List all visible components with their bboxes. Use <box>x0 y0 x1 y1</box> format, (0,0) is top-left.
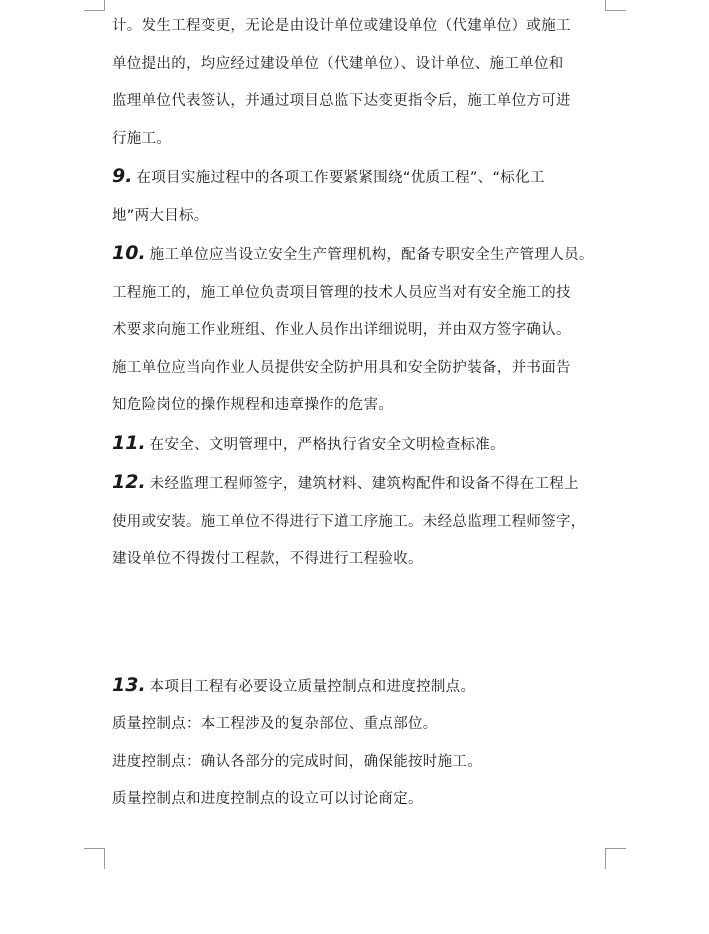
item-text: 本项目工程有必要设立质量控制点和进度控制点。 <box>149 678 476 695</box>
crop-mark-top-left <box>84 0 105 11</box>
item-number: 10. <box>112 242 146 264</box>
document-body <box>112 16 608 827</box>
paragraph-line: 地”两大目标。 <box>112 207 209 224</box>
item-number: 12. <box>112 471 146 493</box>
blank-space <box>112 587 608 675</box>
paragraph-line: 计。发生工程变更，无论是由设计单位或建设单位（代建单位）或施工 <box>112 18 571 34</box>
item-text: 未经监理工程师签字，建筑材料、建筑构配件和设备不得在工程上 <box>149 476 579 492</box>
crop-mark-top-right <box>605 0 626 11</box>
item-13 <box>112 675 608 697</box>
item-text: 施工单位应当设立安全生产管理机构，配备专职安全生产管理人员。 <box>149 247 594 263</box>
paragraph-line: 行施工。 <box>112 130 172 147</box>
paragraph-line: 知危险岗位的操作规程和违章操作的危害。 <box>112 397 394 413</box>
item-9 <box>112 166 608 188</box>
item-text: 在项目实施过程中的各项工作要紧紧围绕“优质工程”、“标化工 <box>136 170 545 186</box>
paragraph-line: 单位提出的，均应经过建设单位（代建单位）、设计单位、施工单位和 <box>112 55 564 72</box>
paragraph-line: 建设单位不得拨付工程款，不得进行工程验收。 <box>112 551 423 567</box>
item-10 <box>112 243 608 265</box>
item-number: 11. <box>112 431 146 454</box>
paragraph-line: 进度控制点：确认各部分的完成时间，确保能按时施工。 <box>112 753 482 770</box>
paragraph-line: 质量控制点：本工程涉及的复杂部位、重点部位。 <box>112 716 438 732</box>
paragraph-line: 监理单位代表签认，并通过项目总监下达变更指令后，施工单位方可进 <box>112 93 571 109</box>
item-text: 在安全、文明管理中，严格执行省安全文明检查标准。 <box>149 436 505 453</box>
item-12 <box>112 472 608 494</box>
paragraph-line: 使用或安装。施工单位不得进行下道工序施工。未经总监理工程师签字， <box>112 513 586 530</box>
paragraph-line: 术要求向施工作业班组、作业人员作出详细说明，并由双方签字确认。 <box>112 322 571 338</box>
paragraph-line: 工程施工的，施工单位负责项目管理的技术人员应当对有安全施工的技 <box>112 284 571 301</box>
paragraph-line: 质量控制点和进度控制点的设立可以讨论商定。 <box>112 791 423 807</box>
item-number: 13. <box>112 673 146 696</box>
crop-mark-bottom-right <box>605 848 626 869</box>
item-number: 9. <box>112 165 133 187</box>
paragraph-line: 施工单位应当向作业人员提供安全防护用具和安全防护装备，并书面告 <box>112 359 571 376</box>
crop-mark-bottom-left <box>84 848 105 869</box>
item-11 <box>112 433 608 455</box>
